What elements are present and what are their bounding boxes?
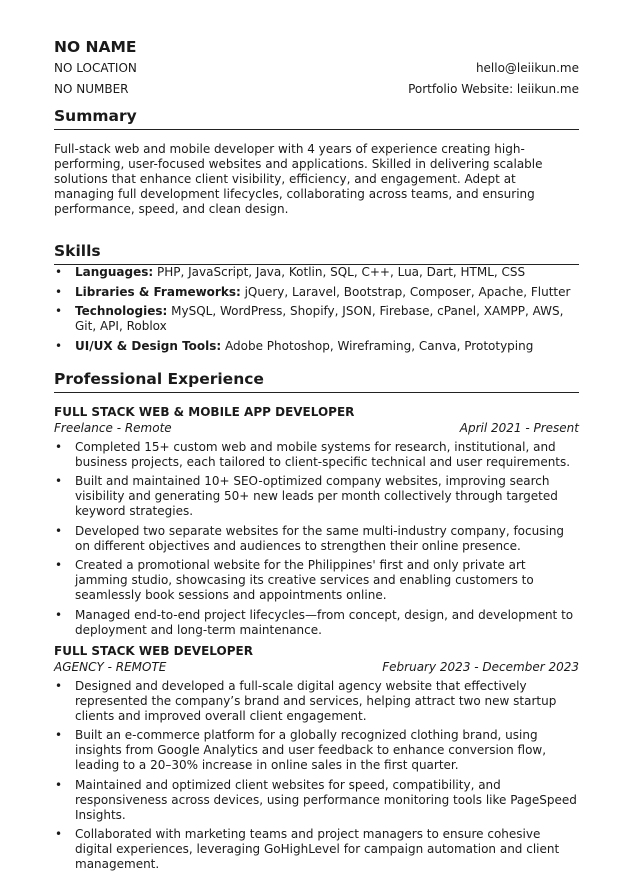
skills-heading: Skills: [54, 241, 579, 265]
job-title: FULL STACK WEB & MOBILE APP DEVELOPER: [54, 404, 355, 419]
job-meta: [54, 420, 579, 436]
job-bullet: • Maintained and optimized client websites for speed, compatibility, and responsiveness across devices, using performance monitoring tools like PageSpeed Insights.: [54, 778, 579, 823]
skill-value: MySQL, WordPress, Shopify, JSON, Firebase, cPanel, XAMPP, AWS, Git, API, Roblox: [75, 304, 564, 333]
resume-page: [54, 36, 579, 877]
job-bullet: • Created a promotional website for the Philippines' first and only private art jamming studio, showcasing its creative services and enabling customers to seamlessly book sessions and appointments online.: [54, 558, 579, 603]
job-meta: [54, 659, 579, 675]
candidate-name: NO NAME: [54, 38, 137, 56]
skill-item-languages: [54, 265, 579, 280]
job-bullet: • Built an e-commerce platform for a globally recognized clothing brand, using insights from Google Analytics and user feedback to enhance conversion flow, leading to a 20–30% increase in online sales in the first quarter.: [54, 728, 579, 773]
resume-header: [54, 36, 579, 100]
job-org: Freelance - Remote: [54, 420, 172, 435]
job-dates: February 2023 - December 2023: [382, 659, 579, 674]
experience-section: [54, 369, 579, 873]
email-link[interactable]: hello@leiikun.me: [475, 61, 579, 75]
job-dates: April 2021 - Present: [459, 420, 579, 435]
skill-item-design-tools: [54, 339, 579, 354]
job-org: AGENCY - REMOTE: [54, 659, 167, 674]
skill-label: Libraries & Frameworks:: [75, 284, 241, 299]
skill-item-frameworks: [54, 285, 579, 300]
job-bullet: • Managed end-to-end project lifecycles—from concept, design, and development to deployment and long-term maintenance.: [54, 608, 579, 638]
skill-value: jQuery, Laravel, Bootstrap, Composer, Apache, Flutter: [240, 284, 571, 299]
summary-heading: Summary: [54, 106, 579, 130]
job-bullet: • Built and maintained 10+ SEO-optimized company websites, improving search visibility and generating 50+ new leads per month collectively through targeted keyword strategies.: [54, 474, 579, 519]
location: NO LOCATION: [54, 61, 137, 75]
experience-heading: Professional Experience: [54, 369, 579, 393]
skill-item-technologies: [54, 304, 579, 334]
skill-label: Technologies:: [75, 304, 168, 318]
job-title: FULL STACK WEB DEVELOPER: [54, 643, 253, 658]
skills-list: [54, 265, 579, 354]
skill-value: PHP, JavaScript, Java, Kotlin, SQL, C++, Lua, Dart, HTML, CSS: [153, 265, 526, 279]
job-bullet: • Developed two separate websites for the same multi-industry company, focusing on different objectives and audiences to strengthen their online presence.: [54, 524, 579, 554]
skill-value: Adobe Photoshop, Wireframing, Canva, Prototyping: [221, 338, 534, 353]
summary-section: [54, 106, 579, 217]
contact-row-2: [54, 79, 579, 100]
job-bullet: • Designed and developed a full-scale digital agency website that effectively represented the company’s brand and services, helping attract two new startup clients and improved overall client engagement.: [54, 679, 579, 724]
job-bullets: [54, 679, 579, 873]
contact-row-1: [54, 58, 579, 79]
job-bullet: • Collaborated with marketing teams and project managers to ensure cohesive digital experiences, leveraging GoHighLevel for campaign automation and client management.: [54, 827, 579, 872]
skill-label: UI/UX & Design Tools:: [75, 338, 222, 353]
phone-number: NO NUMBER: [54, 82, 129, 96]
job-entry-2: [54, 643, 579, 873]
portfolio-website-link[interactable]: Portfolio Website: leiikun.me: [408, 82, 579, 96]
job-bullets: [54, 440, 579, 638]
summary-text: Full-stack web and mobile developer with 4 years of experience creating high-performing, user-focused websites and applications. Skilled in delivering scalable solutions that enhance client visibility, efficiency, and engagement. Adept at managing full development lifecycles, collaborating across teams, and ensuring performance, speed, and clean design.: [54, 142, 543, 216]
skill-label: Languages:: [75, 265, 154, 279]
skills-section: [54, 241, 579, 354]
job-entry-1: [54, 404, 579, 638]
job-bullet: • Completed 15+ custom web and mobile systems for research, institutional, and business projects, each tailored to client-specific technical and user requirements.: [54, 440, 579, 470]
